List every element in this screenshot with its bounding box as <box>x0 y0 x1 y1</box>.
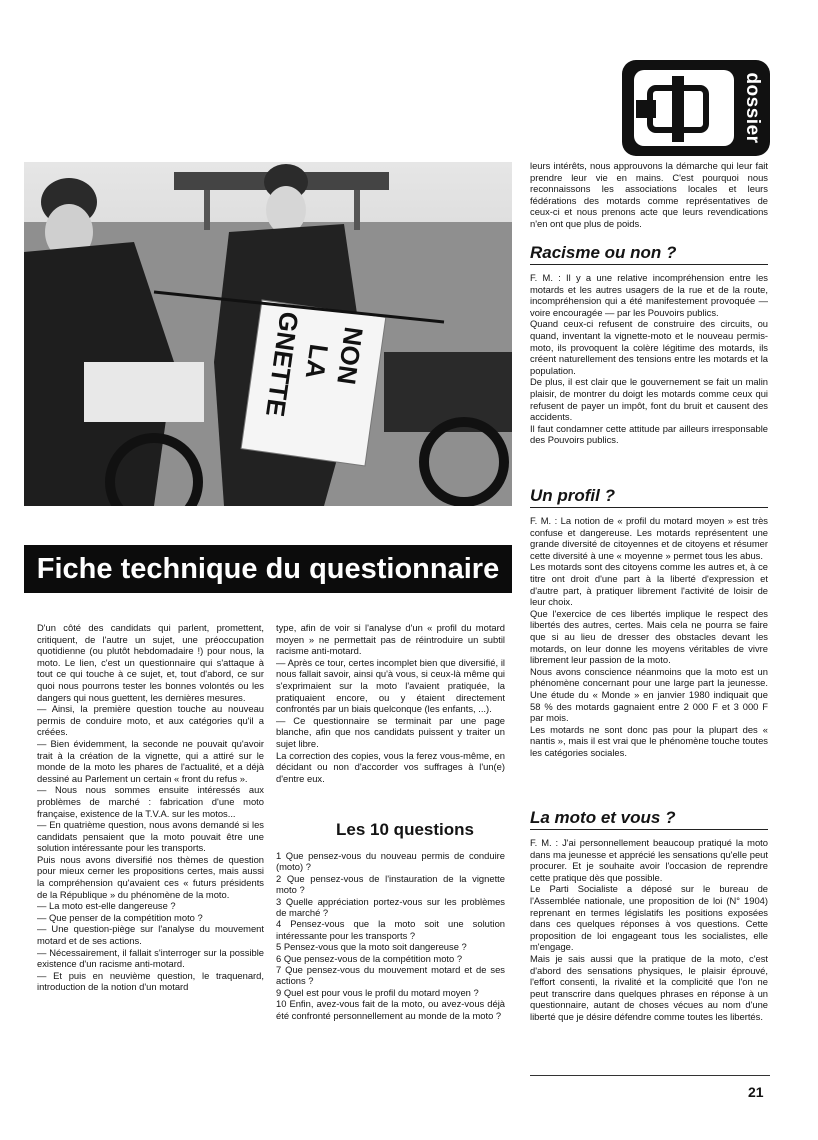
question-item: 10 Enfin, avez-vous fait de la moto, ou avez-vous déjà été confronté personnellement au monde de la moto ? <box>276 998 505 1021</box>
section-paragraph: Il faut condamner cette attitude par ailleurs irresponsable des Pouvoirs publics. <box>530 422 768 446</box>
badge-label: dossier <box>742 72 763 144</box>
sign-line-2: LA <box>299 342 335 381</box>
section-moto-et-vous <box>530 837 768 1023</box>
section-paragraph: Mais je sais aussi que la pratique de la moto, c'est d'abord des sensations physiques, le plaisir éprouvé, l'effort consenti, la rivalité et la complicité que l'on ne peut transcrire dans quelques phrases en réponse à un questionnaire, autant de choses vécues au nom d'une liberté que je désire défendre comme toutes les libertés. <box>530 952 768 1022</box>
section-profil <box>530 515 768 758</box>
section-rule <box>530 264 768 265</box>
left-paragraph: — Une question-piège sur l'analyse du mouvement motard et de ses actions. <box>37 923 264 947</box>
bikers-photo <box>24 162 512 506</box>
right-intro-text: leurs intérêts, nous approuvons la démarche qui leur fait prendre leur vie en mains. C'est pourquoi nous reconnaissons les associations locales et leurs fédérations des motards comme représentatives de ceux-ci et nous prenons acte que leurs revendications n'en ont que plus de poids. <box>530 160 768 229</box>
left-paragraph: — Nous nous sommes ensuite intéressés aux problèmes de marché : fabrication d'une moto française, existence de la T.V.A. sur les motos... <box>37 784 264 819</box>
mid-paragraph: type, afin de voir si l'analyse d'un « profil du motard moyen » ne permettait pas de réintroduire un subtil racisme anti-motard. <box>276 622 505 657</box>
question-item: 6 Que pensez-vous de la compétition moto ? <box>276 952 463 964</box>
left-paragraph: — Nécessairement, il fallait s'interroger sur la possible existence d'un racisme anti-motard. <box>37 946 264 970</box>
section-paragraph: F. M. : Il y a une relative incompréhension entre les motards et les autres usagers de la rue et de la route, incompréhension qui a été manifestement provoquée — voire encouragée — par les Pouvoirs publics. <box>530 272 768 318</box>
section-paragraph: Le Parti Socialiste a déposé sur le bureau de l'Assemblée nationale, une proposition de loi (N° 1904) reprenant en termes législatifs les positions exposées dans ces quelques réponses à vos questions. Cette proposition de loi engageant tous les socialistes, elle m'engage. <box>530 883 768 953</box>
left-paragraph: — Que penser de la compétition moto ? <box>37 911 203 923</box>
question-item: 5 Pensez-vous que la moto soit dangereuse ? <box>276 941 467 953</box>
middle-column <box>276 622 505 784</box>
headline-banner <box>24 545 512 593</box>
left-paragraph: — Bien évidemment, la seconde ne pouvait qu'avoir trait à la création de la vignette, qui a attiré sur le monde de la moto les phares de l'actualité, et a déjà dessiné au Parlement un certain « front du refus ». <box>37 737 264 784</box>
section-paragraph: De plus, il est clair que le gouvernement se fait un malin plaisir, de montrer du doigt les motards comme ceux qui refusent de payer un impôt, font du bruit et causent des accidents. <box>530 376 768 423</box>
right-intro <box>530 160 768 230</box>
section-paragraph: Quand ceux-ci refusent de construire des circuits, ou quand, inventant la vignette-moto et le nouveau permis-moto, ils provoquent la colère légitime des motards, ils créent naturellement des tensions entre les motards et la population. <box>530 318 768 376</box>
section-paragraph: F. M. : J'ai personnellement beaucoup pratiqué la moto dans ma jeunesse et apprécié les sensations qu'elle peut procurer. Et je souhaite avoir l'occasion de reprendre cette pratique dès que possible. <box>530 837 768 883</box>
dossier-badge <box>622 60 770 156</box>
section-rule <box>530 829 768 830</box>
left-paragraph: — En quatrième question, nous avons demandé si les candidats pensaient que la moto pouvait être une solution intéressante pour les transports. <box>37 819 264 854</box>
question-item: 9 Quel est pour vous le profil du motard moyen ? <box>276 986 479 998</box>
section-paragraph: Les motards ne sont donc pas pour la plupart des « nantis », mais il est vrai que le phénomène touche toutes les catégories sociales. <box>530 723 768 758</box>
left-paragraph: D'un côté des candidats qui parlent, promettent, critiquent, de l'autre un sujet, une préoccupation quotidienne (ou plutôt hebdomadaire !) pour nous, la moto. Le lien, c'est un questionnaire qui s'attaque à tout ce qui touche à ce sujet, et, tout d'abord, ce sur quoi nous pourrons tester les bonnes volontés ou les dangers qui nous guettent, les dernières mesures. <box>37 622 264 703</box>
questions-title: Les 10 questions <box>336 820 474 839</box>
left-paragraph: — Ainsi, la première question touche au nouveau permis de conduire moto, et aux catégories qu'il a créées. <box>37 703 264 738</box>
section-paragraph: Que l'exercice de ces libertés implique le respect des libertés des autres, certes. Mais cela ne pourra se faire que si au lieu de dresser des obstacles devant les motards, on leur donne les moyens véritables de vivre librement leur passion de la moto. <box>530 607 768 666</box>
section-paragraph: F. M. : La notion de « profil du motard moyen » est très confuse et dangereuse. Les motards représentent une grande diversité de citoyennes et de citoyens et résumer cette diversité à une « moyenne » permet tous les abus. <box>530 515 768 561</box>
section-paragraph: Les motards sont des citoyens comme les autres et, à ce titre ont droit d'une part à la liberté d'expression et d'autre part, à pratiquer librement l'activité de loisir de leur choix. <box>530 561 768 608</box>
section-title-profil: Un profil ? <box>530 486 615 505</box>
question-item: 3 Quelle appréciation portez-vous sur les problèmes de marché ? <box>276 895 505 919</box>
mid-paragraph: — Ce questionnaire se terminait par une page blanche, afin que nos candidats puissent y traiter un sujet libre. <box>276 714 505 749</box>
mid-paragraph: La correction des copies, vous la ferez vous-même, en décidant ou non d'accorder vos suffrages à l'un(e) d'entre eux. <box>276 749 505 784</box>
left-paragraph: — La moto est-elle dangereuse ? <box>37 900 176 912</box>
section-title-racisme: Racisme ou non ? <box>530 243 677 262</box>
left-column <box>37 622 264 993</box>
section-racisme <box>530 272 768 446</box>
question-item: 1 Que pensez-vous du nouveau permis de conduire (moto) ? <box>276 850 505 873</box>
section-title-moto-et-vous: La moto et vous ? <box>530 808 676 827</box>
left-paragraph: Puis nous avons diversifié nos thèmes de question pour mieux cerner les propositions certes, mais aussi la compréhension qu'avaient ces « futurs présidents de la République » du phénomène de la moto. <box>37 853 264 900</box>
question-item: 4 Pensez-vous que la moto soit une solution intéressante pour les transports ? <box>276 918 505 941</box>
page-number: 21 <box>748 1084 764 1100</box>
question-item: 7 Que pensez-vous du mouvement motard et de ses actions ? <box>276 964 505 987</box>
question-item: 2 Que pensez-vous de l'instauration de la vignette moto ? <box>276 872 505 896</box>
section-paragraph: Nous avons conscience néanmoins que la moto est un phénomène concernant pour une large part la jeunesse. Une étude du « Monde » en janvier 1980 indiquait que 58 % des motards gagnaient entre 2 000 F et 3 000 F par mois. <box>530 665 768 724</box>
footer-rule <box>530 1075 770 1076</box>
mid-paragraph: — Après ce tour, certes incomplet bien que diversifié, il nous fallait savoir, ainsi qu'à vous, si ceux-là même qui s'exprimaient sur la moto l'avaient pratiquée, la pratiquaient encore, ou y étaient directement confrontés par un biais quelconque (les enfants, ...). <box>276 656 505 715</box>
left-paragraph: — Et puis en neuvième question, le traquenard, introduction de la notion d'un motard <box>37 969 264 993</box>
headline: Fiche technique du questionnaire <box>36 553 500 585</box>
sign-line-3: GNETTE <box>260 309 305 419</box>
sign-line-1: NON <box>331 324 369 387</box>
badge-strap-icon <box>634 70 734 146</box>
questions-list <box>276 850 505 1021</box>
section-rule <box>530 507 768 508</box>
